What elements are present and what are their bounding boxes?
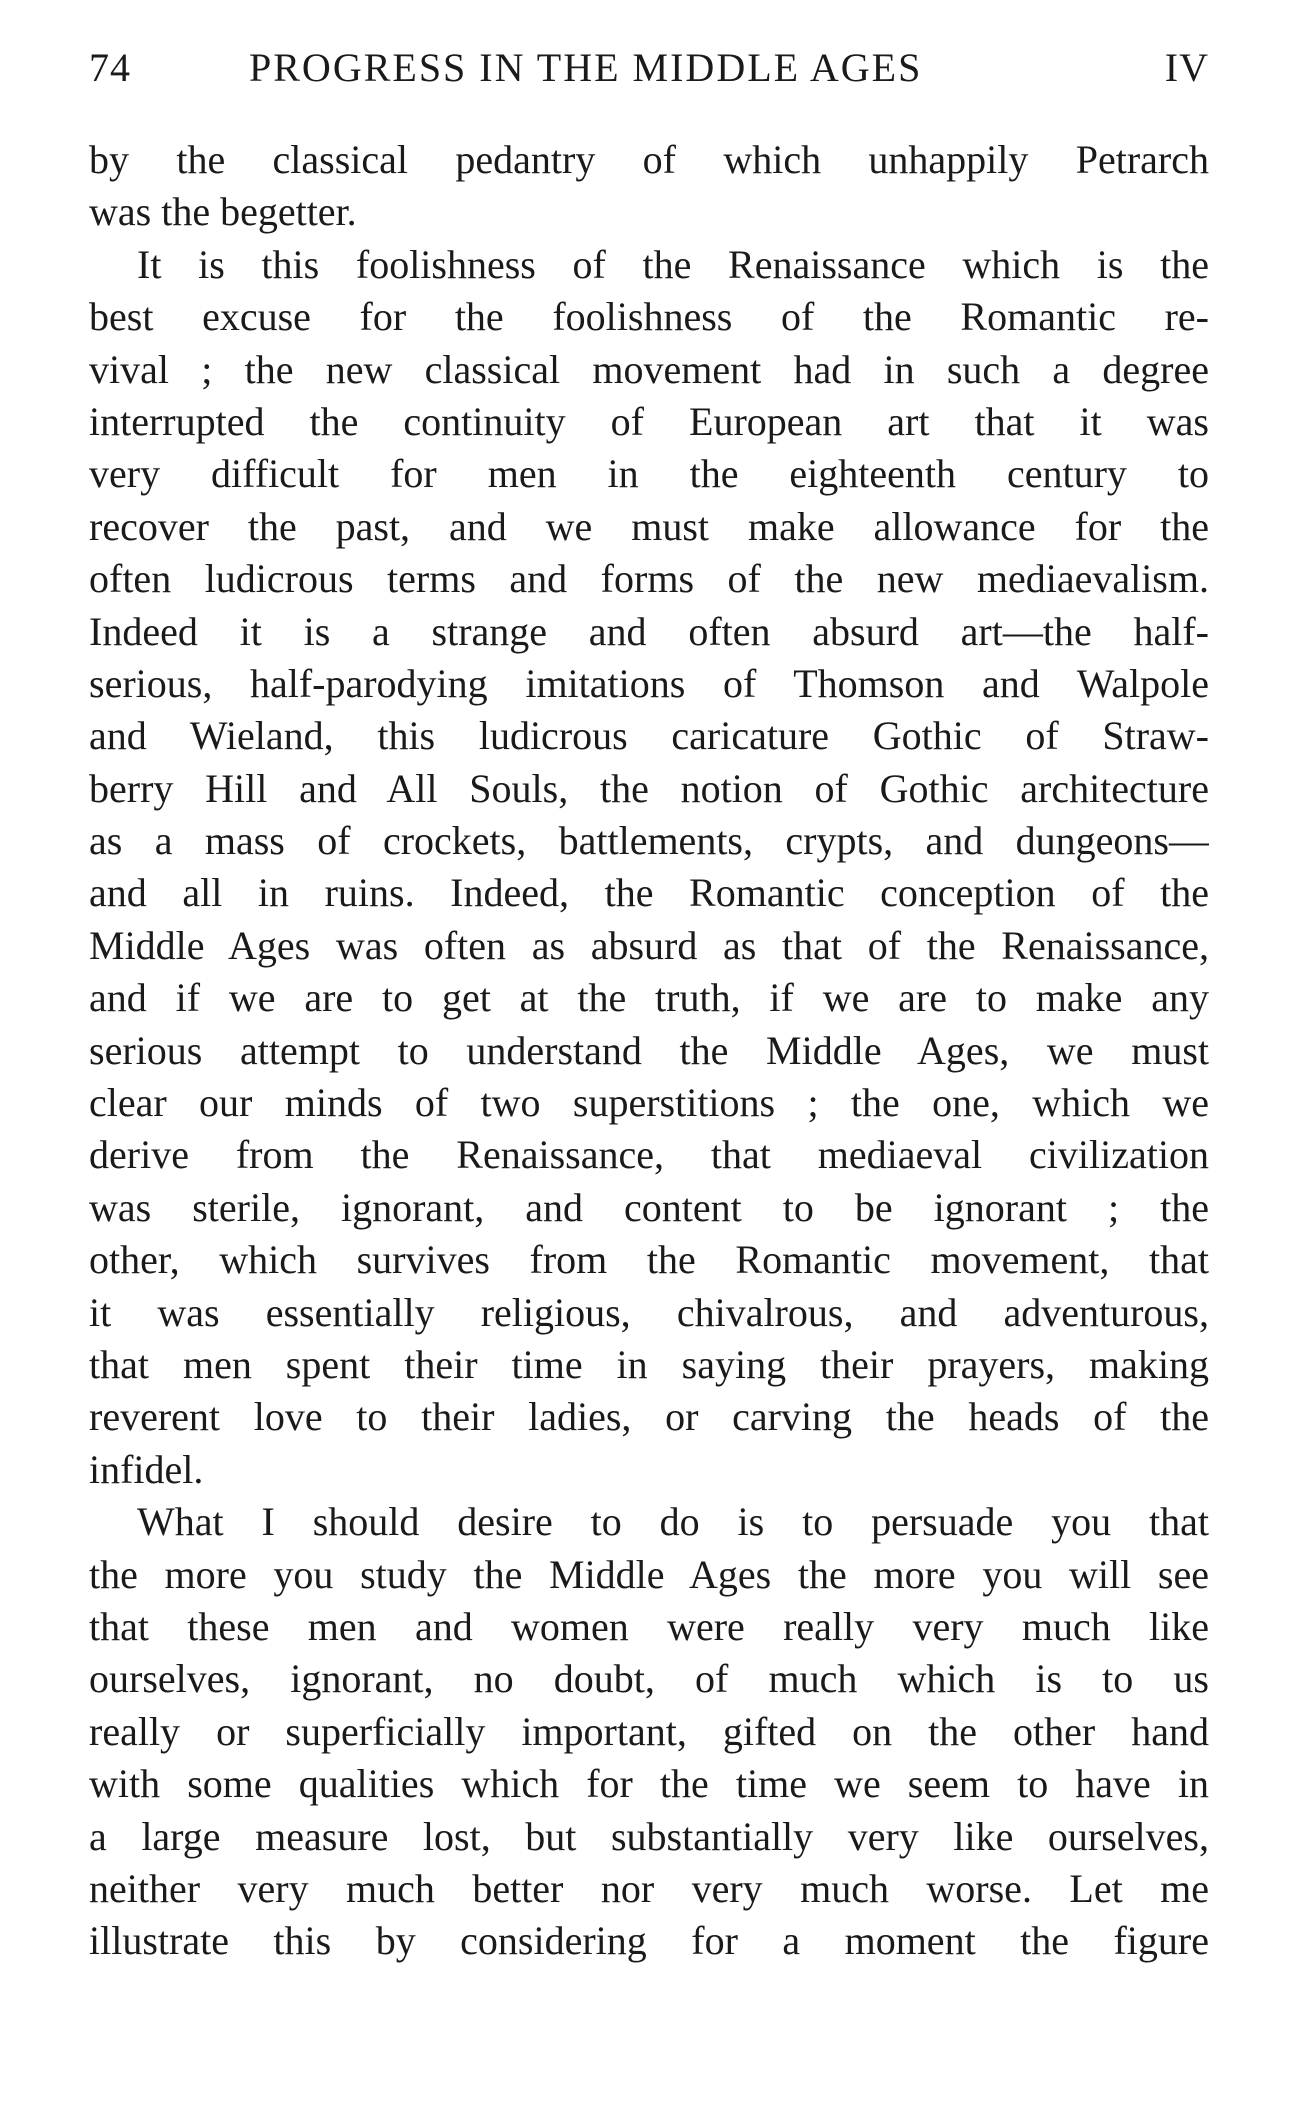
text-line: serious, half-parodying imitations of Thomson and Walpole <box>89 660 1209 706</box>
text-line: it was essentially religious, chivalrous, and adventurous, <box>89 1289 1209 1335</box>
text-line: that these men and women were really very much like <box>89 1603 1209 1649</box>
text-line: It is this foolishness of the Renaissance which is the <box>137 241 1209 287</box>
text-line: very difficult for men in the eighteenth century to <box>89 451 1209 497</box>
text-line: the more you study the Middle Ages the more you will see <box>89 1551 1209 1597</box>
text-line: by the classical pedantry of which unhappily Petrarch <box>89 137 1209 182</box>
text-line: interrupted the continuity of European art that it was <box>89 398 1209 444</box>
text-line: best excuse for the foolishness of the Romantic re- <box>89 294 1209 340</box>
text-line: that men spent their time in saying their prayers, making <box>89 1341 1209 1387</box>
text-line: a large measure lost, but substantially very like ourselves, <box>89 1813 1209 1859</box>
text-line: serious attempt to understand the Middle Ages, we must <box>89 1027 1209 1073</box>
text-line: with some qualities which for the time we seem to have in <box>89 1761 1209 1807</box>
text-line: and all in ruins. Indeed, the Romantic conception of the <box>89 870 1209 916</box>
text-line: ourselves, ignorant, no doubt, of much which is to us <box>89 1656 1209 1702</box>
text-line: as a mass of crockets, battlements, crypts, and dungeons— <box>89 818 1209 864</box>
text-line: reverent love to their ladies, or carving the heads of the <box>89 1394 1209 1440</box>
chapter-number: IV <box>1164 45 1209 90</box>
text-line: neither very much better nor very much worse. Let me <box>89 1865 1209 1911</box>
text-line: clear our minds of two superstitions ; the one, which we <box>89 1080 1209 1126</box>
text-line: was the begetter. <box>89 189 357 235</box>
running-header <box>89 44 1209 96</box>
text-line: berry Hill and All Souls, the notion of Gothic architecture <box>89 765 1209 811</box>
text-line: vival ; the new classical movement had in such a degree <box>89 346 1209 392</box>
text-line: was sterile, ignorant, and content to be ignorant ; the <box>89 1184 1209 1230</box>
body-text <box>89 134 1209 1968</box>
text-line: Middle Ages was often as absurd as that of the Renaissance, <box>89 922 1209 968</box>
running-title: PROGRESS IN THE MIDDLE AGES <box>249 45 923 90</box>
text-line: What I should desire to do is to persuade you that <box>137 1499 1209 1545</box>
text-line: illustrate this by considering for a moment the figure <box>89 1918 1209 1964</box>
text-line: often ludicrous terms and forms of the new mediaevalism. <box>89 556 1209 602</box>
text-line: Indeed it is a strange and often absurd art—the half- <box>89 608 1209 654</box>
text-line: recover the past, and we must make allowance for the <box>89 503 1209 549</box>
text-line: really or superficially important, gifted on the other hand <box>89 1708 1209 1754</box>
text-line: other, which survives from the Romantic movement, that <box>89 1237 1209 1283</box>
page-number: 74 <box>89 45 131 90</box>
text-line: derive from the Renaissance, that mediaeval civilization <box>89 1132 1209 1178</box>
text-line: infidel. <box>89 1446 204 1492</box>
text-line: and Wieland, this ludicrous caricature Gothic of Straw- <box>89 713 1209 759</box>
text-line: and if we are to get at the truth, if we are to make any <box>89 975 1209 1021</box>
